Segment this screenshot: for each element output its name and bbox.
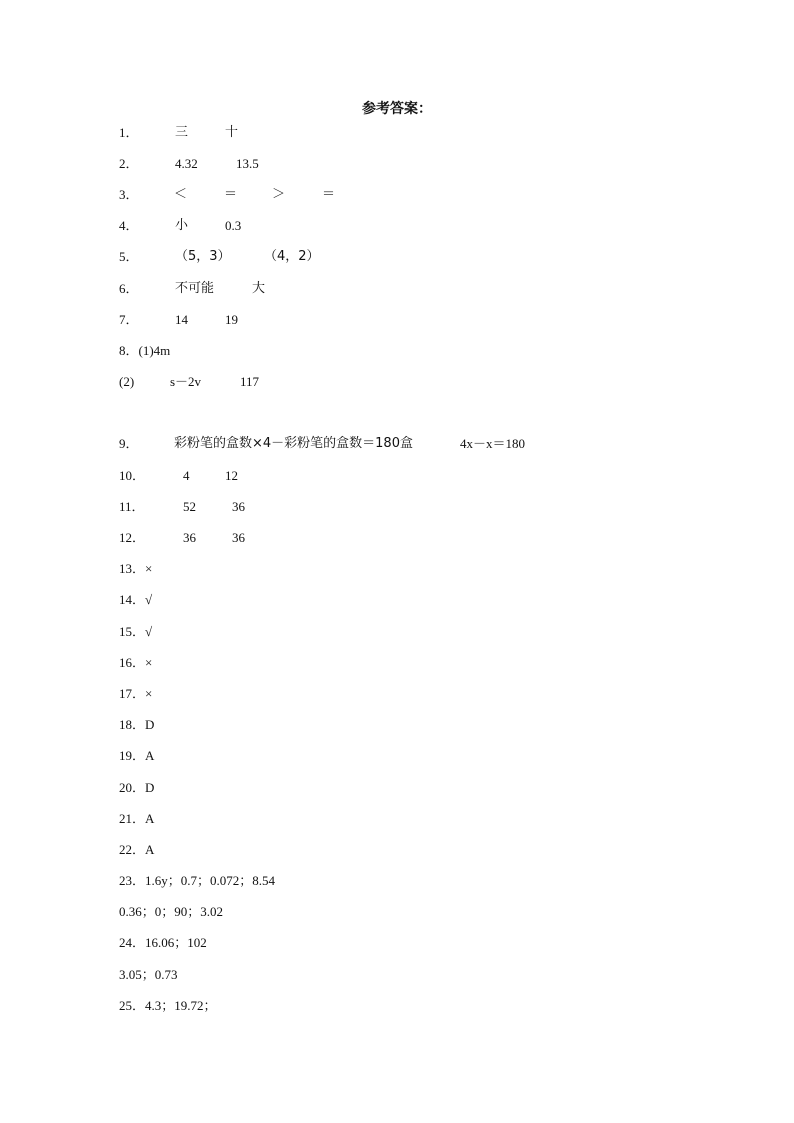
answer-part: 大	[252, 281, 266, 296]
answer-part: ＞	[272, 187, 286, 202]
answer-number: 1．	[119, 125, 139, 140]
answer-part: 小	[175, 218, 189, 233]
answer-part: 彩粉笔的盒数×4－彩粉笔的盒数＝180盒	[174, 436, 413, 451]
answer-number: 22．A	[119, 842, 155, 857]
answer-part: 36	[232, 499, 245, 514]
answer-number: 0.36；0；90；3.02	[119, 904, 224, 919]
answer-number: 3.05；0.73	[119, 967, 178, 982]
answer-number: 12．	[119, 530, 146, 545]
answer-part: s－2v	[170, 374, 202, 389]
answer-number: 4．	[119, 218, 139, 233]
answer-part: 十	[225, 125, 239, 140]
answer-part: ＜	[174, 187, 188, 202]
answer-part: 36	[183, 530, 196, 545]
answer-number: 14．√	[119, 592, 153, 607]
answer-number: 9．	[119, 436, 139, 451]
answer-part: （5，3）	[175, 249, 231, 264]
answer-number: 5．	[119, 249, 139, 264]
answer-number: 11．	[119, 499, 145, 514]
answer-number: 24．16.06；102	[119, 935, 207, 950]
answer-part: ＝	[224, 187, 238, 202]
answer-part: （4，2）	[264, 249, 320, 264]
answer-number: 15．√	[119, 624, 153, 639]
answer-number: 19．A	[119, 748, 155, 763]
answer-number: (2)	[119, 374, 135, 389]
answer-number: 10．	[119, 468, 146, 483]
answer-part: 4x－x＝180	[460, 436, 526, 451]
answer-part: 不可能	[175, 281, 215, 296]
answer-part: 36	[232, 530, 245, 545]
answer-part: 4	[183, 468, 190, 483]
answer-part: 19	[225, 312, 238, 327]
answer-number: 25．4.3；19.72；	[119, 998, 217, 1013]
answer-part: 117	[240, 374, 260, 389]
answer-part: 三	[175, 125, 189, 140]
answer-number: 3．	[119, 187, 139, 202]
answer-part: 13.5	[236, 156, 259, 171]
answer-number: 23．1.6y；0.7；0.072；8.54	[119, 873, 276, 888]
answer-number: 2．	[119, 156, 139, 171]
answer-number: 6．	[119, 281, 139, 296]
answer-number: 17．×	[119, 686, 153, 701]
answer-number: 8．(1)4m	[119, 343, 171, 358]
page-title: 参考答案：	[362, 101, 432, 117]
answer-part: 52	[183, 499, 196, 514]
answer-part: ＝	[322, 187, 336, 202]
answer-number: 18．D	[119, 717, 155, 732]
answer-part: 4.32	[175, 156, 198, 171]
answer-part: 0.3	[225, 218, 242, 233]
answer-part: 14	[175, 312, 188, 327]
answer-number: 16．×	[119, 655, 153, 670]
answer-number: 7．	[119, 312, 139, 327]
answer-number: 20．D	[119, 780, 155, 795]
answer-number: 13．×	[119, 561, 153, 576]
answer-part: 12	[225, 468, 238, 483]
answer-number: 21．A	[119, 811, 155, 826]
